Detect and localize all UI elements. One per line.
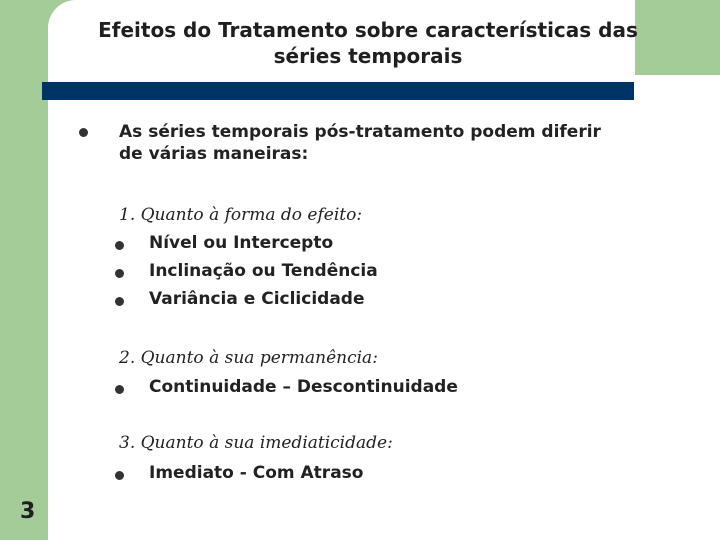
title-underline-rule — [42, 82, 634, 100]
section-heading-1: 1. Quanto à forma do efeito: — [119, 205, 363, 225]
slide-number: 3 — [20, 499, 36, 524]
bullet-icon — [115, 471, 124, 480]
list-item: Continuidade – Descontinuidade — [149, 377, 458, 397]
bullet-icon — [115, 241, 124, 250]
slide-title-line-2: séries temporais — [273, 44, 463, 68]
slide-title-line-1: Efeitos do Tratamento sobre características das — [98, 18, 638, 42]
left-accent-bar — [0, 0, 48, 540]
intro-text — [119, 121, 659, 165]
list-item: Nível ou Intercepto — [149, 233, 334, 253]
intro-line-2: de várias maneiras: — [119, 144, 309, 164]
bullet-icon — [79, 128, 88, 137]
section-heading-2: 2. Quanto à sua permanência: — [119, 348, 378, 368]
bullet-icon — [115, 269, 124, 278]
intro-line-1: As séries temporais pós-tratamento podem diferir — [119, 122, 601, 142]
bullet-icon — [115, 297, 124, 306]
slide-title — [48, 17, 688, 69]
list-item: Variância e Ciclicidade — [149, 289, 365, 309]
list-item: Inclinação ou Tendência — [149, 261, 378, 281]
list-item: Imediato - Com Atraso — [149, 463, 364, 483]
section-heading-3: 3. Quanto à sua imediaticidade: — [119, 433, 393, 453]
bullet-icon — [115, 385, 124, 394]
